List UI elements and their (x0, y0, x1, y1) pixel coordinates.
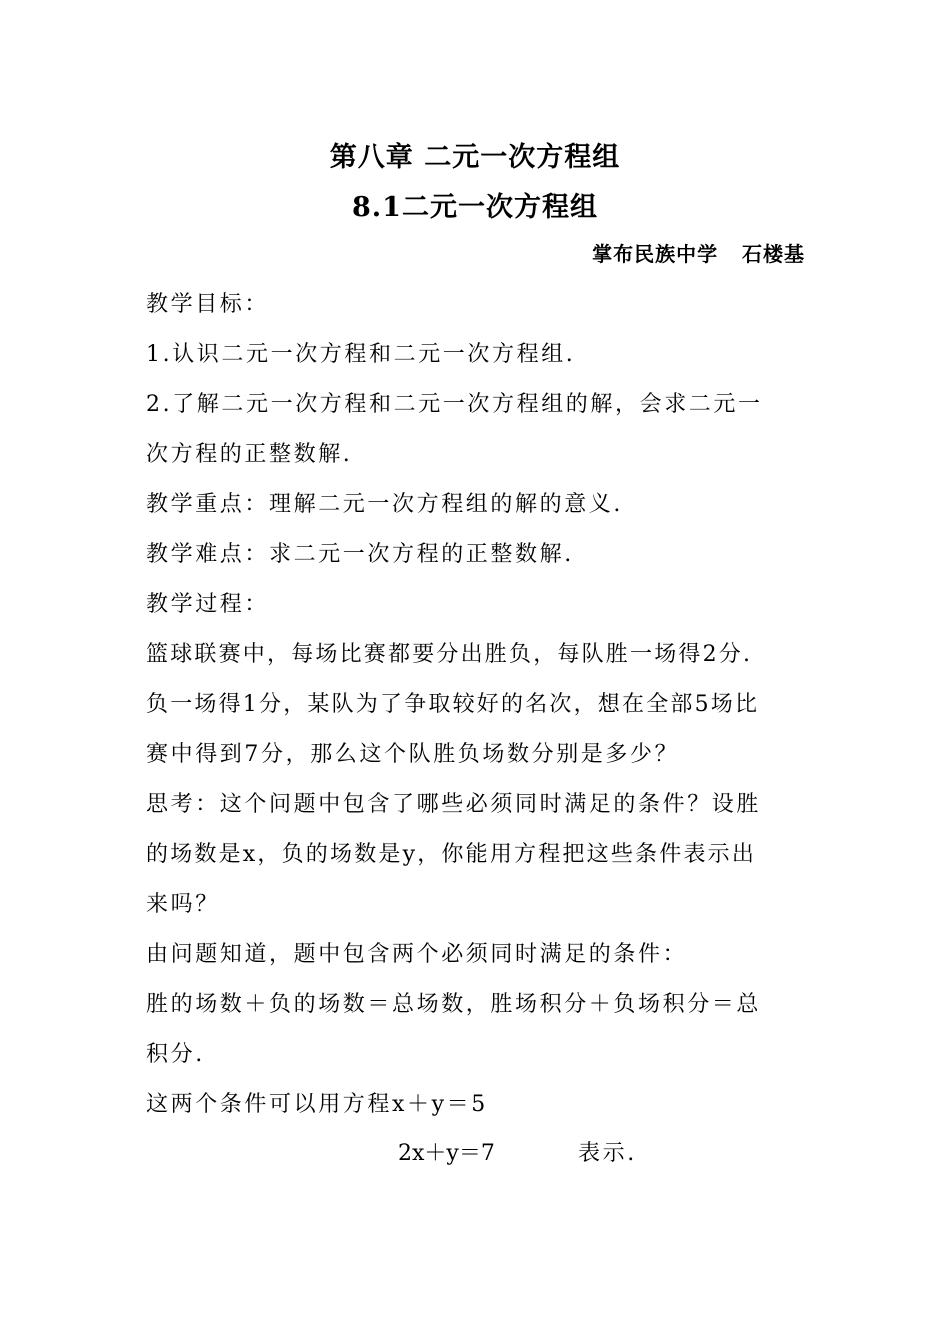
body-line: 教学重点：理解二元一次方程组的解的意义. (146, 492, 623, 517)
body-line: 的场数是x，负的场数是y，你能用方程把这些条件表示出 (146, 842, 757, 867)
body-line: 教学过程： (146, 592, 270, 617)
body-line: 积分. (146, 1042, 205, 1067)
body-line: 来吗？ (146, 892, 220, 917)
body-line: 2.了解二元一次方程和二元一次方程组的解，会求二元一 (146, 392, 763, 417)
section-title: 8.1二元一次方程组 (352, 192, 598, 223)
body-line: 思考：这个问题中包含了哪些必须同时满足的条件？设胜 (146, 792, 762, 817)
equation-line-1: 这两个条件可以用方程x＋y＝5 (146, 1092, 488, 1117)
body-line: 篮球联赛中，每场比赛都要分出胜负，每队胜一场得2分. (146, 642, 753, 667)
equation-line-2: 2x＋y＝7 (398, 1141, 495, 1166)
equation-suffix: 表示. (578, 1141, 637, 1166)
body-line: 次方程的正整数解. (146, 442, 353, 467)
body-line: 赛中得到7分，那么这个队胜负场数分别是多少？ (146, 742, 680, 767)
body-line: 胜的场数＋负的场数＝总场数，胜场积分＋负场积分＝总 (146, 992, 762, 1017)
body-line: 由问题知道，题中包含两个必须同时满足的条件： (146, 942, 688, 967)
body-line: 负一场得1分，某队为了争取较好的名次，想在全部5场比 (146, 692, 760, 717)
body-line: 教学目标： (146, 292, 270, 317)
author-line: 掌布民族中学 石楼基 (592, 242, 805, 266)
body-line: 1.认识二元一次方程和二元一次方程组. (146, 342, 576, 367)
body-line: 教学难点：求二元一次方程的正整数解. (146, 542, 574, 567)
chapter-title: 第八章 二元一次方程组 (329, 142, 621, 173)
